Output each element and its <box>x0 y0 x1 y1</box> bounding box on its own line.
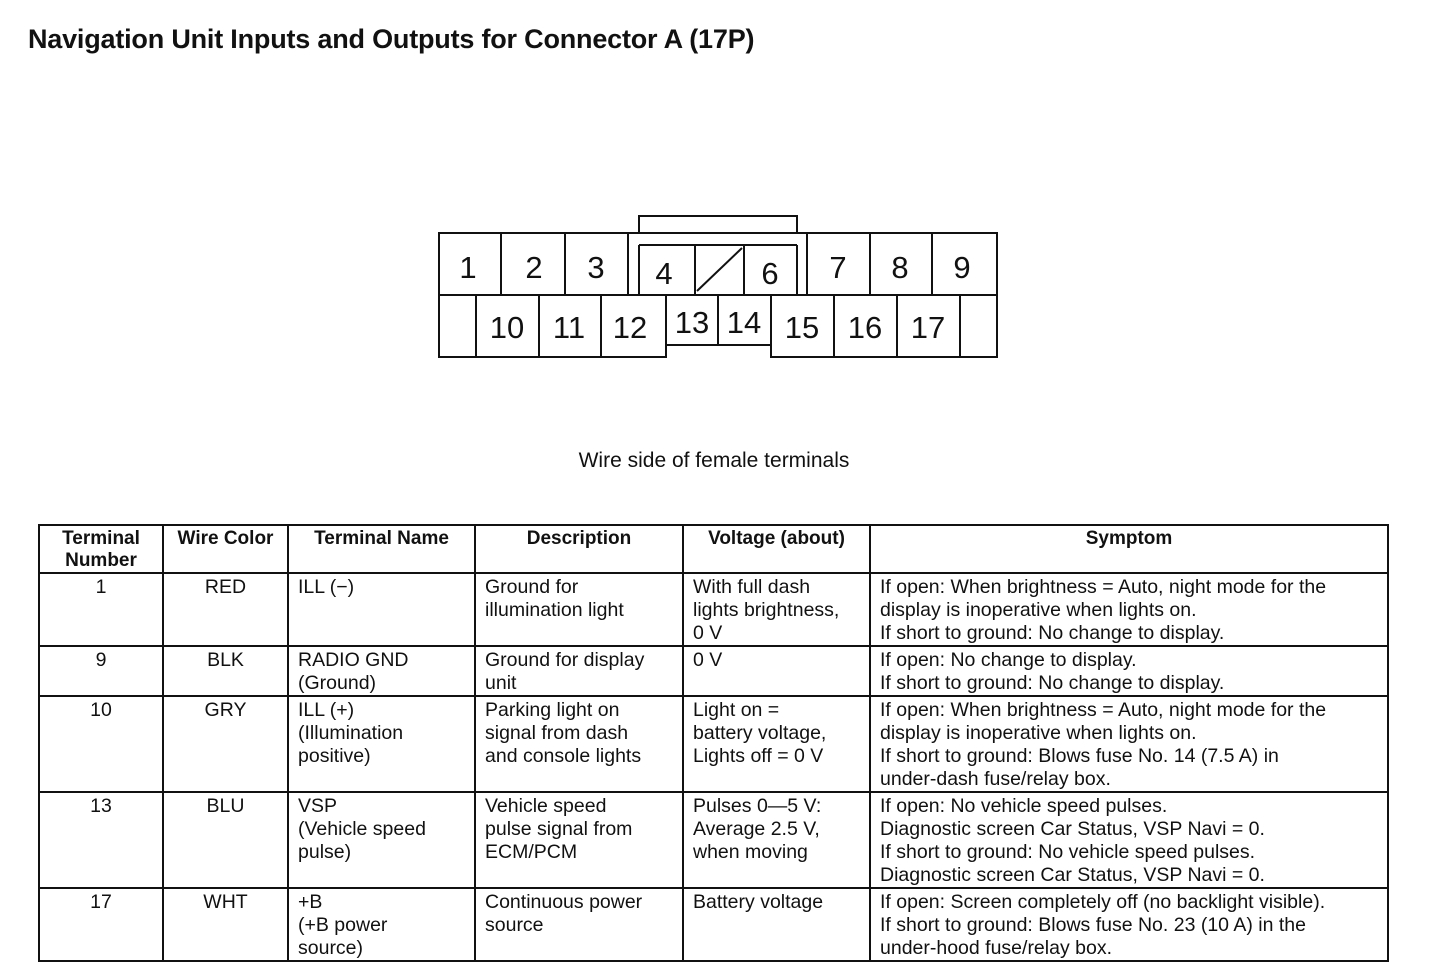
voltage: Pulses 0—5 V: Average 2.5 V, when moving <box>683 792 870 888</box>
connector-diagram <box>430 208 1010 368</box>
pin-label: 10 <box>489 310 525 345</box>
voltage: Light on = battery voltage, Lights off = 0 V <box>683 696 870 792</box>
header-wire-color: Wire Color <box>163 525 288 573</box>
pin-label: 17 <box>910 310 946 345</box>
header-terminal-number: Terminal Number <box>39 525 163 573</box>
pin-label: 11 <box>552 310 586 345</box>
terminal-name: ILL (−) <box>288 573 475 646</box>
terminal-name: +B (+B power source) <box>288 888 475 961</box>
description: Ground for display unit <box>475 646 683 696</box>
terminal-table <box>38 524 1389 962</box>
description: Vehicle speed pulse signal from ECM/PCM <box>475 792 683 888</box>
table-row <box>39 792 1388 888</box>
table-row <box>39 888 1388 961</box>
pin-label: 6 <box>761 256 779 291</box>
header-description: Description <box>475 525 683 573</box>
terminal-number: 9 <box>39 646 163 696</box>
connector-caption: Wire side of female terminals <box>578 449 850 472</box>
terminal-name: RADIO GND (Ground) <box>288 646 475 696</box>
pin-label: 4 <box>655 256 673 291</box>
voltage: Battery voltage <box>683 888 870 961</box>
pin-5-blank <box>697 248 742 291</box>
wire-color: BLK <box>163 646 288 696</box>
wire-color: RED <box>163 573 288 646</box>
description: Continuous power source <box>475 888 683 961</box>
symptom: If open: No vehicle speed pulses. Diagnostic screen Car Status, VSP Navi = 0. If short to ground: No vehicle speed pulses. Diagnostic screen Car Status, VSP Navi = 0. <box>870 792 1388 888</box>
pin-label: 9 <box>953 250 971 285</box>
header-voltage: Voltage (about) <box>683 525 870 573</box>
symptom: If open: When brightness = Auto, night mode for the display is inoperative when lights on. If short to ground: Blows fuse No. 14 (7.5 A) in under-dash fuse/relay box. <box>870 696 1388 792</box>
symptom: If open: No change to display. If short to ground: No change to display. <box>870 646 1388 696</box>
description: Ground for illumination light <box>475 573 683 646</box>
wire-color: WHT <box>163 888 288 961</box>
pin-label: 3 <box>587 250 605 285</box>
page-title: Navigation Unit Inputs and Outputs for Connector A (17P) <box>28 24 755 54</box>
pin-label: 2 <box>525 250 543 285</box>
table-header-row <box>39 525 1388 573</box>
description: Parking light on signal from dash and console lights <box>475 696 683 792</box>
pin-label: 12 <box>612 310 648 345</box>
pin-label: 15 <box>784 310 820 345</box>
terminal-number: 17 <box>39 888 163 961</box>
pin-label: 14 <box>726 305 762 340</box>
table-row <box>39 573 1388 646</box>
pin-label: 16 <box>847 310 883 345</box>
pin-label: 7 <box>829 250 847 285</box>
terminal-number: 13 <box>39 792 163 888</box>
terminal-number: 1 <box>39 573 163 646</box>
terminal-name: VSP (Vehicle speed pulse) <box>288 792 475 888</box>
symptom: If open: Screen completely off (no backlight visible). If short to ground: Blows fuse No. 23 (10 A) in the under-hood fuse/relay box. <box>870 888 1388 961</box>
terminal-name: ILL (+) (Illumination positive) <box>288 696 475 792</box>
symptom: If open: When brightness = Auto, night mode for the display is inoperative when lights on. If short to ground: No change to display. <box>870 573 1388 646</box>
header-symptom: Symptom <box>870 525 1388 573</box>
header-terminal-name: Terminal Name <box>288 525 475 573</box>
pin-label: 13 <box>674 305 710 340</box>
voltage: With full dash lights brightness, 0 V <box>683 573 870 646</box>
wire-color: BLU <box>163 792 288 888</box>
pin-label: 1 <box>459 250 477 285</box>
table-row <box>39 646 1388 696</box>
wire-color: GRY <box>163 696 288 792</box>
connector-top-row-frame <box>439 233 997 295</box>
terminal-number: 10 <box>39 696 163 792</box>
connector-key <box>639 216 797 233</box>
table-row <box>39 696 1388 792</box>
voltage: 0 V <box>683 646 870 696</box>
pin-label: 8 <box>891 250 909 285</box>
